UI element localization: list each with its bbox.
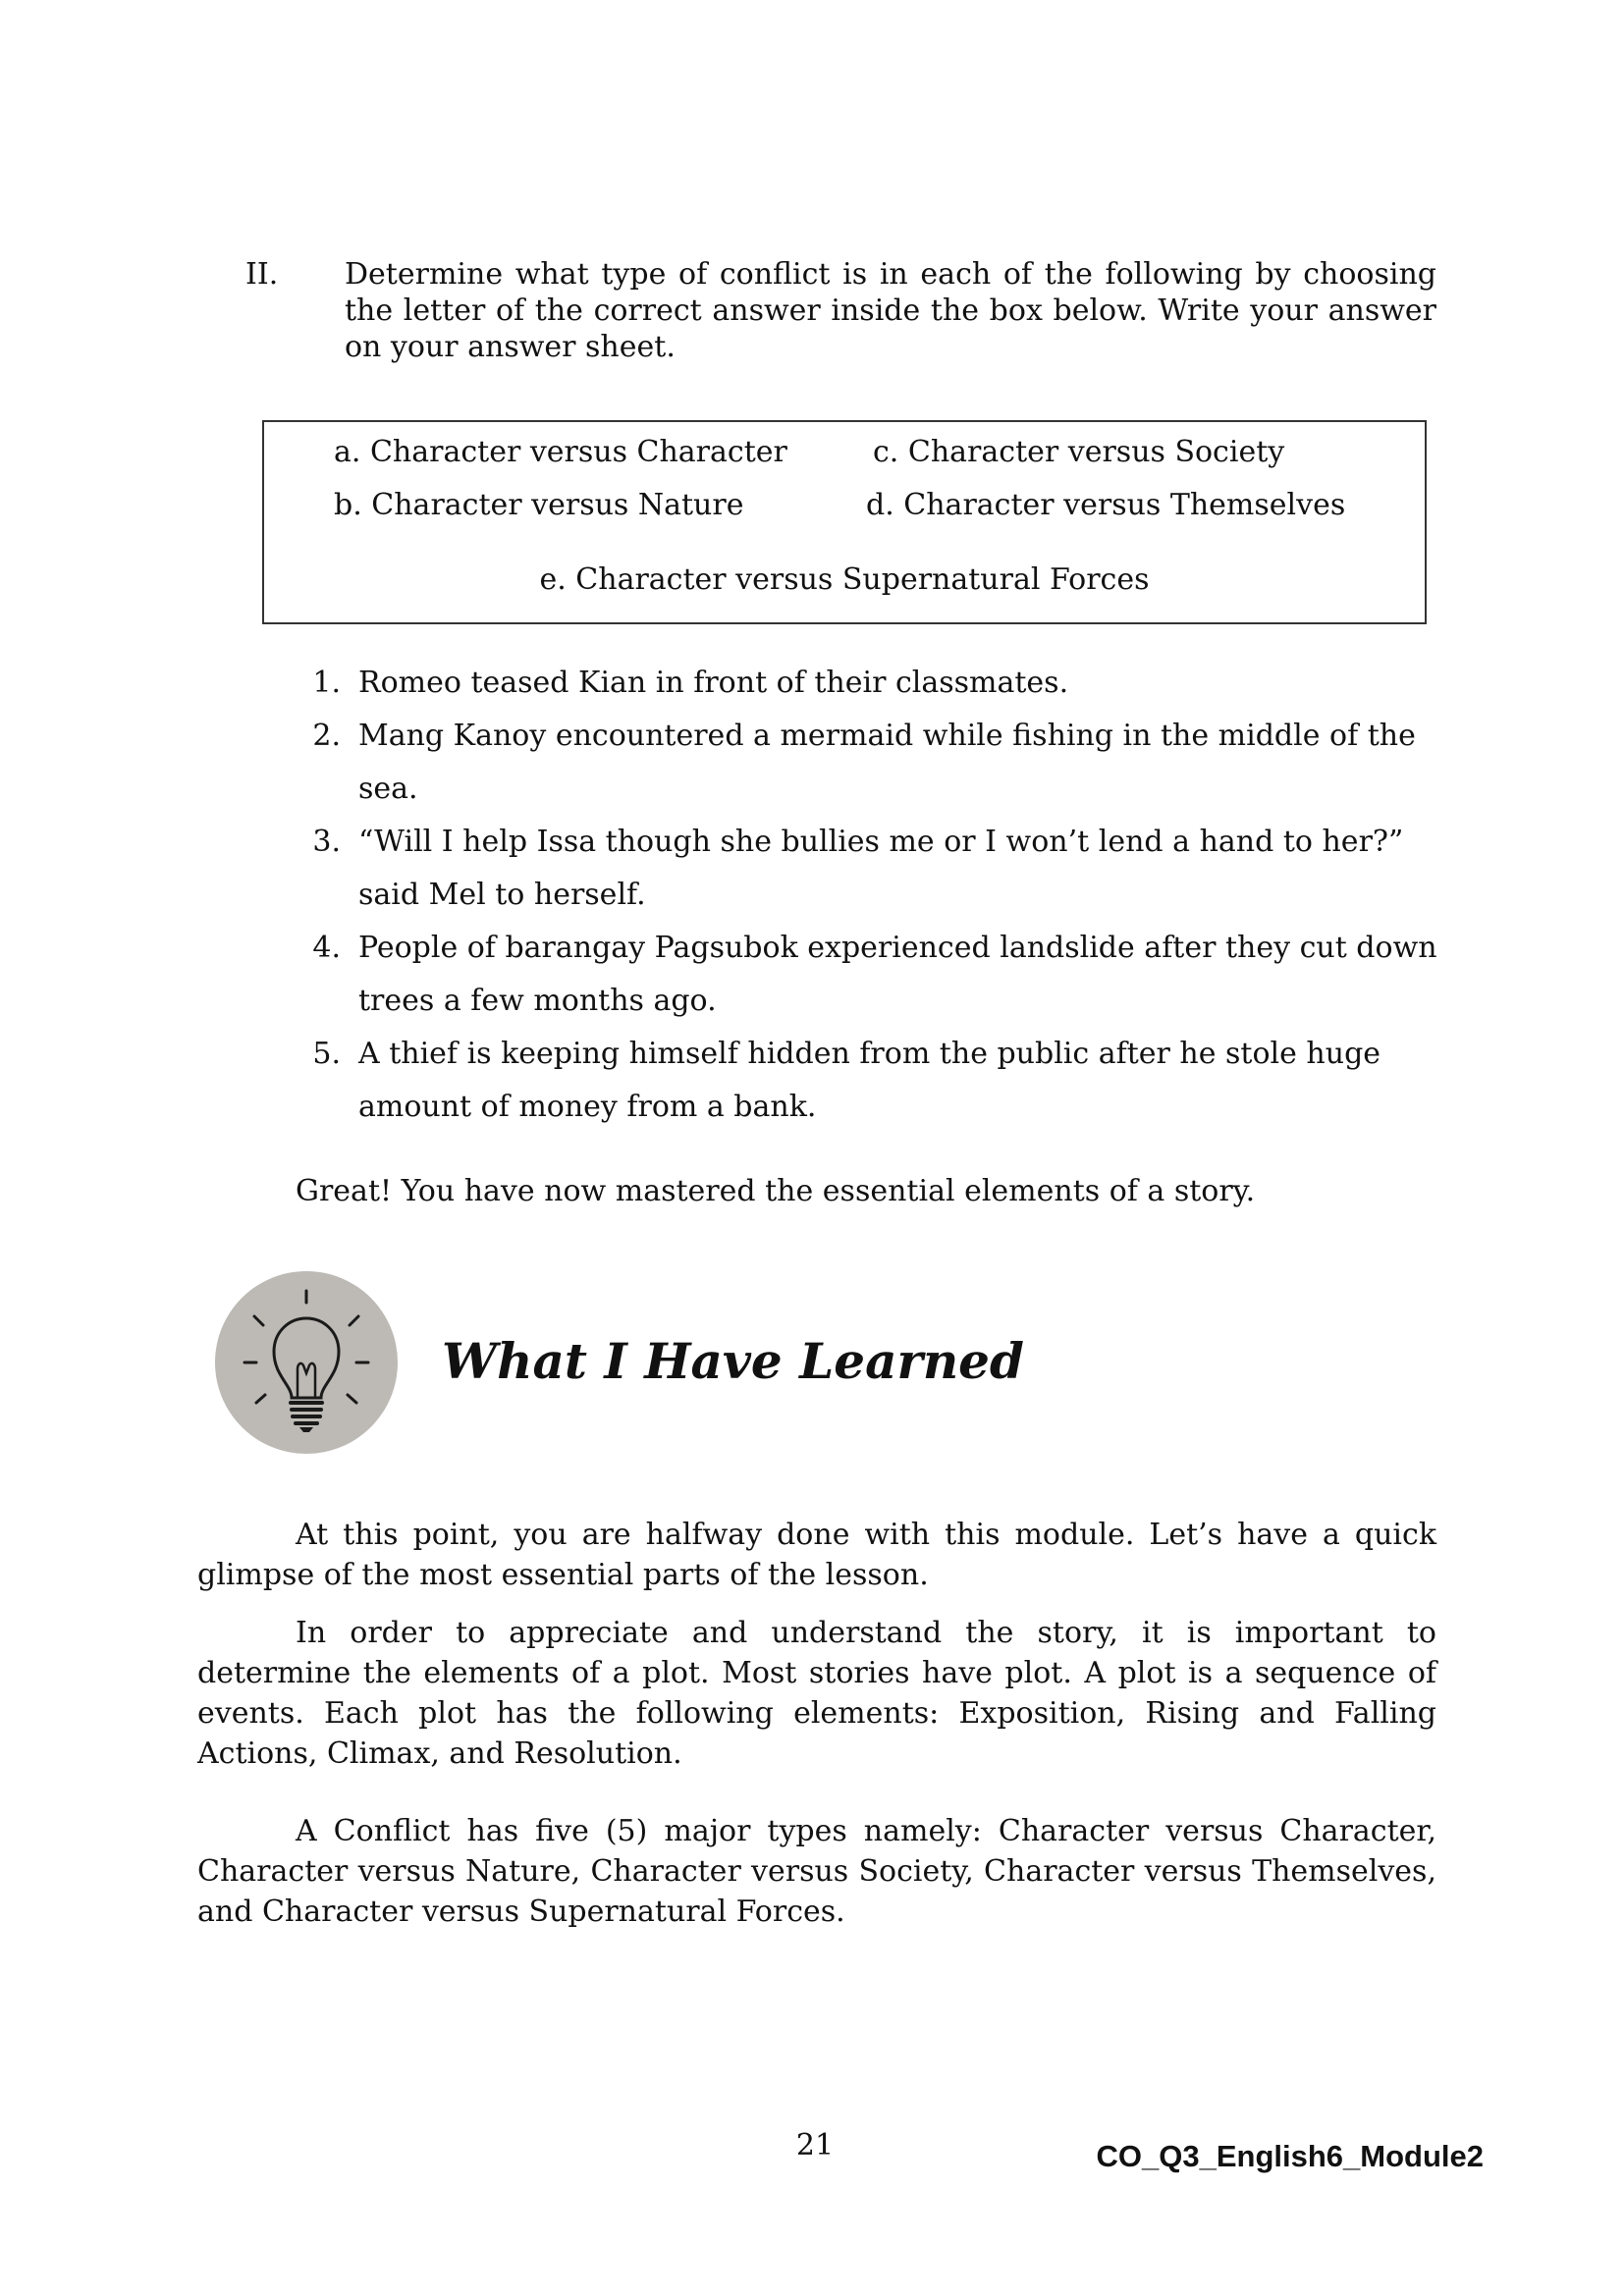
question-text: Romeo teased Kian in front of their classmates. (358, 666, 1069, 700)
question-item (299, 816, 1438, 922)
module-code: CO_Q3_English6_Module2 (1096, 2139, 1484, 2173)
choice-a: a. Character versus Character (334, 435, 787, 469)
question-item (299, 657, 1438, 710)
question-item (299, 922, 1438, 1028)
question-list (299, 657, 1438, 1134)
section-heading: What I Have Learned (442, 1332, 1024, 1390)
paragraph-plot: In order to appreciate and understand the story, it is important to determine the elements of a plot. Most stories have plot. A plot is a sequence of events. Each plot has the following elements: Exposition, Rising and Falling Actions, Climax, and Resolution. (197, 1616, 1436, 1771)
section-numeral: II. (245, 257, 279, 292)
choices-box (262, 420, 1427, 624)
section-instruction: Determine what type of conflict is in each of the following by choosing the letter of the correct answer inside the box below. Write your answer on your answer sheet. (345, 257, 1436, 364)
question-number: 5. (312, 1037, 341, 1071)
choice-d: d. Character versus Themselves (866, 488, 1346, 522)
choice-c: c. Character versus Society (873, 435, 1285, 469)
question-text: “Will I help Issa though she bullies me or I won’t lend a hand to her?” said Mel to herself. (358, 825, 1404, 912)
question-number: 3. (312, 825, 341, 859)
page-number: 21 (795, 2128, 835, 2163)
question-text: A thief is keeping himself hidden from the public after he stole huge amount of money from a bank. (358, 1037, 1381, 1124)
question-text: Mang Kanoy encountered a mermaid while fishing in the middle of the sea. (358, 719, 1416, 806)
question-item (299, 1028, 1438, 1134)
question-item (299, 710, 1438, 816)
question-number: 1. (312, 666, 341, 700)
choice-b: b. Character versus Nature (334, 488, 744, 522)
question-number: 4. (312, 931, 341, 965)
lightbulb-icon (211, 1267, 403, 1459)
closing-line: Great! You have now mastered the essential elements of a story. (296, 1174, 1256, 1208)
question-number: 2. (312, 719, 341, 753)
paragraph-intro: At this point, you are halfway done with this module. Let’s have a quick glimpse of the most essential parts of the lesson. (197, 1518, 1436, 1592)
question-text: People of barangay Pagsubok experienced landslide after they cut down trees a few months ago. (358, 931, 1437, 1018)
choice-e: e. Character versus Supernatural Forces (539, 562, 1150, 597)
paragraph-conflict: A Conflict has five (5) major types namely: Character versus Character, Character versus Nature, Character versus Society, Character versus Themselves, and Character versus Supernatural Forces. (197, 1814, 1436, 1929)
